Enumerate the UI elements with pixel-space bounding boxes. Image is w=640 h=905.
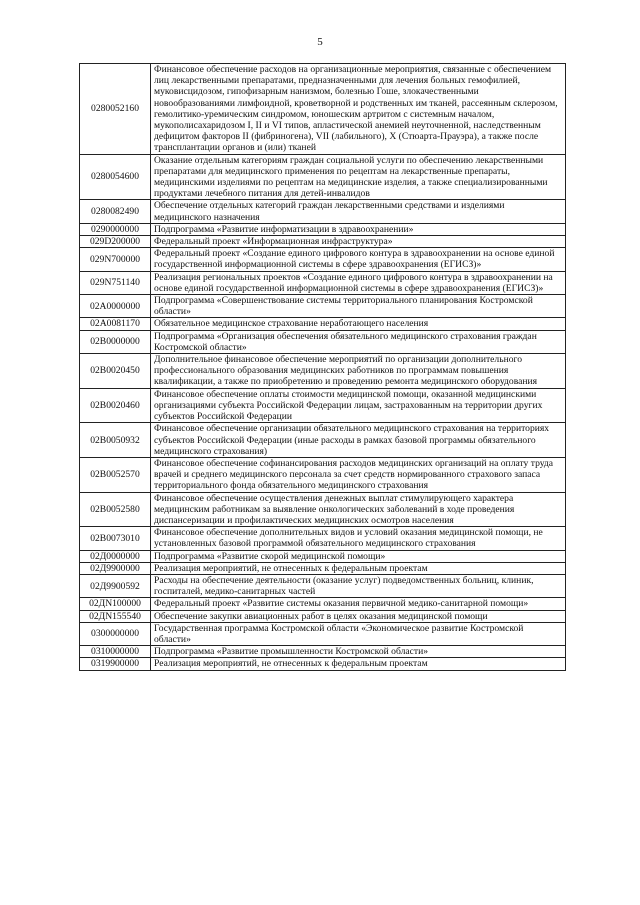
table-row (80, 248, 566, 271)
classification-code: 0280052160 (80, 64, 151, 155)
table-row (80, 457, 566, 492)
classification-code: 0319900000 (80, 658, 151, 670)
item-description: Финансовое обеспечение осуществления денежных выплат стимулирующего характера медицинским работникам за выявление онкологических заболеваний в ходе проведения диспансеризации и профилактических медицинских осмотров населения (151, 492, 566, 527)
page-number: 5 (317, 36, 323, 48)
item-description: Реализация мероприятий, не отнесенных к федеральным проектам (151, 562, 566, 574)
item-description: Расходы на обеспечение деятельности (оказание услуг) подведомственных больниц, клиник, госпиталей, медико-санитарных частей (151, 574, 566, 597)
item-description: Федеральный проект «Информационная инфраструктура» (151, 236, 566, 248)
table-body (80, 64, 566, 671)
table-row (80, 598, 566, 610)
table-row (80, 492, 566, 527)
table-row (80, 64, 566, 155)
item-description: Финансовое обеспечение дополнительных видов и условий оказания медицинской помощи, не установленных базовой программой обязательного медицинского страхования (151, 527, 566, 550)
table-row (80, 295, 566, 318)
classification-code: 02B0052570 (80, 457, 151, 492)
classification-code: 029N700000 (80, 248, 151, 271)
item-description: Подпрограмма «Развитие скорой медицинской помощи» (151, 550, 566, 562)
classification-code: 0290000000 (80, 223, 151, 235)
table-row (80, 330, 566, 353)
classification-code: 0280054600 (80, 154, 151, 200)
classification-code: 02ДN155540 (80, 610, 151, 622)
item-description: Дополнительное финансовое обеспечение мероприятий по организации дополнительного профессионального образования медицинских работников по программам повышения квалификации, а также по приобретению и проведению ремонта медицинского оборудования (151, 354, 566, 389)
classification-code: 02B0052580 (80, 492, 151, 527)
item-description: Обязательное медицинское страхование неработающего населения (151, 318, 566, 330)
item-description: Государственная программа Костромской области «Экономическое развитие Костромской области» (151, 622, 566, 645)
classification-code: 0310000000 (80, 646, 151, 658)
classification-code: 029D200000 (80, 236, 151, 248)
table-row (80, 236, 566, 248)
table-row (80, 610, 566, 622)
budget-classification-table (79, 63, 566, 671)
classification-code: 0300000000 (80, 622, 151, 645)
classification-code: 02B0020460 (80, 388, 151, 423)
classification-code: 02B0073010 (80, 527, 151, 550)
item-description: Федеральный проект «Развитие системы оказания первичной медико-санитарной помощи» (151, 598, 566, 610)
classification-code: 029N751140 (80, 271, 151, 294)
item-description: Подпрограмма «Развитие промышленности Костромской области» (151, 646, 566, 658)
table-row (80, 527, 566, 550)
table-row (80, 223, 566, 235)
table-row (80, 574, 566, 597)
table-row (80, 354, 566, 389)
item-description: Обеспечение отдельных категорий граждан лекарственными средствами и изделиями медицинского назначения (151, 200, 566, 223)
classification-code: 02A0000000 (80, 295, 151, 318)
item-description: Подпрограмма «Организация обеспечения обязательного медицинского страхования граждан Костромской области» (151, 330, 566, 353)
table-row (80, 271, 566, 294)
table-row (80, 200, 566, 223)
table-row (80, 658, 566, 670)
table-row (80, 318, 566, 330)
table-row (80, 423, 566, 458)
classification-code: 02Д9900000 (80, 562, 151, 574)
table-row (80, 388, 566, 423)
table-row (80, 154, 566, 200)
classification-code: 02B0020450 (80, 354, 151, 389)
item-description: Финансовое обеспечение софинансирования расходов медицинских организаций на оплату труда врачей и среднего медицинского персонала за счет средств нормированного страхового запаса территориального фонда обязательного медицинского страхования (151, 457, 566, 492)
item-description: Оказание отдельным категориям граждан социальной услуги по обеспечению лекарственными препаратами для медицинского применения по рецептам на лекарственные препараты, медицинскими изделиями по рецептам на медицинские изделия, а также специализированными продуктами лечебного питания для детей-инвалидов (151, 154, 566, 200)
classification-code: 02Д9900592 (80, 574, 151, 597)
table-row (80, 562, 566, 574)
item-description: Подпрограмма «Развитие информатизации в здравоохранении» (151, 223, 566, 235)
item-description: Обеспечение закупки авиационных работ в целях оказания медицинской помощи (151, 610, 566, 622)
classification-code: 02ДN100000 (80, 598, 151, 610)
classification-code: 0280082490 (80, 200, 151, 223)
item-description: Финансовое обеспечение оплаты стоимости медицинской помощи, оказанной медицинскими организациями субъекта Российской Федерации лицам, застрахованным на территории других субъектов Российской Федерации (151, 388, 566, 423)
item-description: Финансовое обеспечение расходов на организационные мероприятия, связанные с обеспечением лиц лекарственными препаратами, предназначенными для лечения больных гемофилией, муковисцидозом, гипофизарным нанизмом, болезнью Гоше, злокачественными новообразованиями лимфоидной, кроветворной и родственных им тканей, рассеянным склерозом, гемолитико-уремическим синдромом, юношеским артритом с системным началом, мукополисахаридозом I, II и VI типов, апластической анемией неуточненной, наследственным дефицитом факторов II (фибриногена), VII (лабильного), X (Стюарта-Прауэра), а также после трансплантации органов и (или) тканей (151, 64, 566, 155)
classification-code: 02B0000000 (80, 330, 151, 353)
item-description: Реализация региональных проектов «Создание единого цифрового контура в здравоохранении на основе единой государственной информационной системы в сфере здравоохранения (ЕГИСЗ)» (151, 271, 566, 294)
classification-code: 02A0081170 (80, 318, 151, 330)
item-description: Федеральный проект «Создание единого цифрового контура в здравоохранении на основе единой государственной информационной системы в сфере здравоохранения (ЕГИСЗ)» (151, 248, 566, 271)
item-description: Подпрограмма «Совершенствование системы территориального планирования Костромской области» (151, 295, 566, 318)
item-description: Реализация мероприятий, не отнесенных к федеральным проектам (151, 658, 566, 670)
table-row (80, 646, 566, 658)
classification-code: 02B0050932 (80, 423, 151, 458)
table-row (80, 622, 566, 645)
classification-code: 02Д0000000 (80, 550, 151, 562)
table-row (80, 550, 566, 562)
item-description: Финансовое обеспечение организации обязательного медицинского страхования на территориях субъектов Российской Федерации (иные расходы в рамках базовой программы обязательного медицинского страхования) (151, 423, 566, 458)
